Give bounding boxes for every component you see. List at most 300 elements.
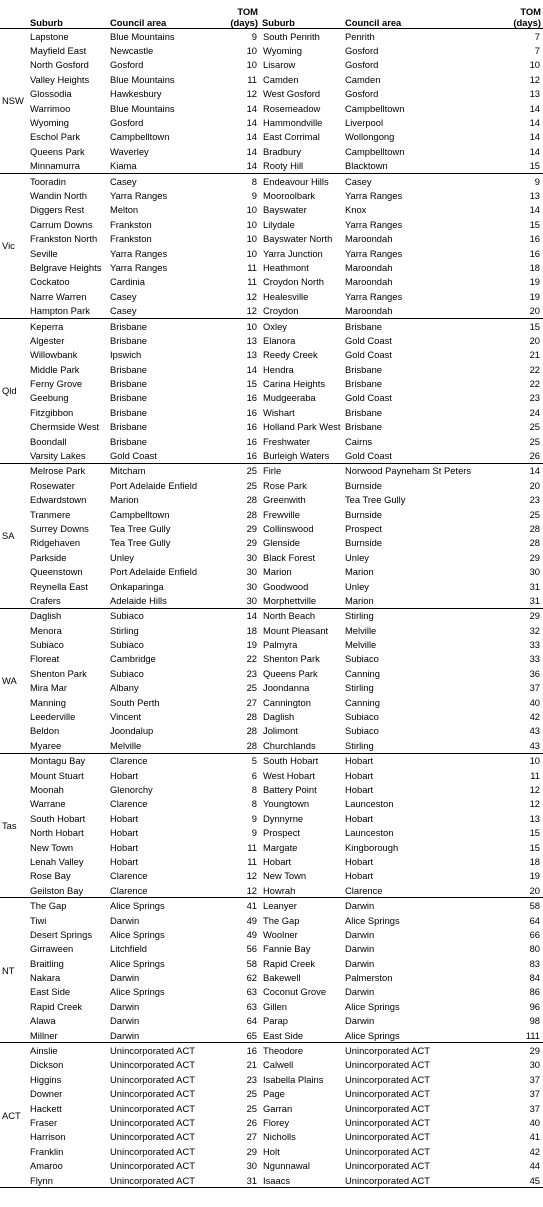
council-cell: Unincorporated ACT — [345, 1145, 430, 1157]
council-cell: Brisbane — [110, 320, 148, 332]
council-cell: Blue Mountains — [110, 102, 175, 114]
council-cell: Unincorporated ACT — [110, 1160, 195, 1172]
council-cell: Darwin — [110, 1000, 140, 1012]
table-row — [0, 1058, 543, 1072]
suburb-cell: Mount Stuart — [30, 769, 84, 781]
council-cell: Maroondah — [345, 261, 393, 273]
table-row — [0, 1043, 543, 1058]
suburb-cell: Myaree — [28, 738, 108, 753]
council-cell: Frankston — [110, 233, 152, 245]
council-cell: Unincorporated ACT — [345, 1131, 430, 1143]
tom-cell: 16 — [529, 233, 540, 245]
table-row — [0, 652, 543, 666]
suburb-cell: Rooty Hill — [260, 159, 343, 174]
tom-cell: 13 — [246, 334, 257, 346]
suburb-cell: Cannington — [263, 696, 311, 708]
table-row — [0, 463, 543, 478]
suburb-cell: Greenwith — [263, 494, 306, 506]
suburb-cell: Mayfield East — [30, 45, 87, 57]
tom-cell: 29 — [246, 1145, 257, 1157]
council-cell: Hobart — [345, 755, 374, 767]
suburb-cell: West Hobart — [263, 769, 315, 781]
table-row — [0, 883, 543, 898]
council-cell: Subiaco — [110, 610, 144, 622]
table-row — [0, 507, 543, 521]
council-cell: Ipswich — [110, 349, 142, 361]
suburb-cell: Marion — [263, 566, 292, 578]
council-cell: Darwin — [345, 986, 375, 998]
table-row — [0, 782, 543, 796]
council-cell: Clarence — [110, 798, 148, 810]
tom-cell: 29 — [246, 537, 257, 549]
suburb-cell: Fannie Bay — [263, 943, 311, 955]
council-header-left: Council area — [108, 0, 226, 29]
table-row — [0, 420, 543, 434]
suburb-cell: Mudgeeraba — [263, 392, 316, 404]
tom-cell: 12 — [529, 784, 540, 795]
council-cell: Alice Springs — [110, 957, 165, 969]
council-cell: Camden — [345, 73, 381, 85]
tom-cell: 30 — [246, 566, 257, 578]
council-cell: Blue Mountains — [110, 30, 175, 42]
tom-cell: 18 — [529, 855, 540, 867]
council-cell: Yarra Ranges — [110, 247, 168, 259]
tom-cell: 42 — [529, 1145, 540, 1157]
council-cell: Hobart — [110, 841, 139, 853]
suburb-cell: New Town — [263, 870, 307, 882]
council-cell: Darwin — [108, 1028, 226, 1043]
table-row — [0, 768, 543, 782]
suburb-cell: Frankston North — [30, 233, 98, 245]
suburb-cell: Black Forest — [263, 551, 316, 563]
council-cell: Palmerston — [345, 972, 393, 984]
tom-cell: 45 — [486, 1173, 543, 1188]
suburb-cell: Seville — [30, 247, 58, 259]
suburb-cell: Ngunnawal — [263, 1160, 310, 1172]
table-row — [0, 58, 543, 72]
council-cell: Burnside — [345, 508, 383, 520]
table-row — [0, 333, 543, 347]
council-cell: Kingborough — [345, 841, 399, 853]
council-cell: Gold Coast — [345, 392, 392, 404]
suburb-cell: Melrose Park — [30, 465, 86, 477]
tom-cell: 58 — [246, 957, 257, 969]
tom-header-left-line2: (days) — [230, 17, 258, 28]
suburb-cell: Frewville — [263, 508, 300, 520]
table-row — [0, 564, 543, 578]
council-cell: Brisbane — [345, 406, 383, 418]
table-row — [0, 1115, 543, 1129]
suburb-cell: Queens Park — [263, 667, 318, 679]
council-cell: Stirling — [110, 624, 139, 636]
council-cell: Unincorporated ACT — [108, 1173, 226, 1188]
tom-cell: 111 — [486, 1028, 543, 1043]
state-label: SA — [0, 463, 28, 608]
council-cell: Hobart — [345, 784, 374, 795]
council-cell: Gosford — [110, 59, 144, 71]
council-cell: Melville — [345, 624, 377, 636]
council-cell: Burnside — [345, 479, 383, 491]
tom-cell: 15 — [529, 320, 540, 332]
tom-cell: 10 — [246, 320, 257, 332]
tom-cell: 65 — [226, 1028, 260, 1043]
tom-cell: 43 — [529, 725, 540, 737]
tom-cell: 23 — [529, 494, 540, 506]
tom-cell: 11 — [247, 841, 257, 853]
council-cell: Darwin — [345, 928, 375, 940]
table-row — [0, 217, 543, 231]
council-cell: Gold Coast — [345, 349, 392, 361]
tom-cell: 10 — [246, 45, 257, 57]
tom-cell: 26 — [486, 448, 543, 463]
table-row — [0, 811, 543, 825]
tom-cell: 43 — [486, 738, 543, 753]
suburb-header-left: Suburb — [28, 0, 108, 29]
tom-cell: 19 — [529, 870, 540, 882]
suburb-cell: Alawa — [30, 1015, 56, 1027]
suburb-cell: Nakara — [30, 972, 61, 984]
table-row — [0, 203, 543, 217]
suburb-cell: Isaacs — [260, 1173, 343, 1188]
tom-cell: 11 — [247, 261, 257, 273]
council-cell: Gold Coast — [108, 448, 226, 463]
tom-cell: 10 — [529, 59, 540, 71]
tom-header-right — [486, 0, 543, 29]
tom-cell: 83 — [529, 957, 540, 969]
suburb-cell: Rosemeadow — [263, 102, 321, 114]
table-row — [0, 405, 543, 419]
tom-cell: 13 — [529, 812, 540, 824]
suburb-cell: Tranmere — [30, 508, 71, 520]
council-cell: Yarra Ranges — [345, 218, 403, 230]
tom-cell: 25 — [246, 479, 257, 491]
council-cell: Clarence — [108, 883, 226, 898]
council-cell: Casey — [110, 290, 137, 302]
suburb-cell: Manning — [30, 696, 66, 708]
suburb-cell: Reynella East — [30, 580, 88, 592]
tom-cell: 49 — [246, 928, 257, 940]
suburb-cell: East Side — [30, 986, 71, 998]
table-row — [0, 970, 543, 984]
suburb-cell: Lapstone — [30, 30, 69, 42]
table-row — [0, 840, 543, 854]
tom-cell: 28 — [246, 508, 257, 520]
council-cell: Cambridge — [110, 653, 156, 665]
council-cell: Hobart — [345, 855, 374, 867]
suburb-cell: Page — [263, 1088, 285, 1100]
council-cell: Unincorporated ACT — [110, 1116, 195, 1128]
council-cell: Maroondah — [345, 276, 393, 288]
suburb-cell: Endeavour Hills — [263, 175, 329, 187]
tom-cell: 19 — [529, 290, 540, 302]
suburb-cell: The Gap — [30, 900, 67, 912]
header-row — [0, 0, 543, 29]
council-cell: Gosford — [110, 117, 144, 129]
suburb-cell: Rose Park — [263, 479, 307, 491]
council-cell: Cardinia — [110, 276, 145, 288]
tom-cell: 41 — [529, 1131, 540, 1143]
council-cell: Unincorporated ACT — [110, 1073, 195, 1085]
tom-cell: 25 — [246, 1102, 257, 1114]
tom-cell: 9 — [534, 175, 540, 187]
tom-cell: 20 — [486, 303, 543, 318]
table-row — [0, 854, 543, 868]
council-cell: Joondalup — [110, 725, 154, 737]
suburb-cell: Dynnyrne — [263, 812, 304, 824]
suburb-cell: Narre Warren — [30, 290, 87, 302]
suburb-cell: Eschol Park — [30, 131, 81, 143]
council-cell: Subiaco — [110, 667, 144, 679]
suburb-cell: Parkside — [30, 551, 67, 563]
tom-cell: 12 — [246, 88, 257, 100]
tom-cell: 29 — [529, 551, 540, 563]
suburb-cell: Croydon — [260, 303, 343, 318]
suburb-cell: Wyoming — [263, 45, 302, 57]
tom-cell: 22 — [246, 653, 257, 665]
council-cell: Alice Springs — [345, 1000, 400, 1012]
council-cell: Yarra Ranges — [345, 189, 403, 201]
tom-cell: 5 — [251, 755, 257, 767]
suburb-cell: Rapid Creek — [263, 957, 316, 969]
council-cell: Unincorporated ACT — [110, 1088, 195, 1100]
table-row — [0, 115, 543, 129]
council-cell: Gold Coast — [345, 334, 392, 346]
council-cell: Clarence — [110, 755, 148, 767]
tom-cell: 28 — [246, 494, 257, 506]
tom-cell: 13 — [246, 349, 257, 361]
council-cell: Darwin — [345, 957, 375, 969]
council-cell: Tea Tree Gully — [110, 537, 171, 549]
suburb-cell: Heathmont — [263, 261, 309, 273]
suburb-cell: Edwardstown — [30, 494, 87, 506]
tom-cell: 16 — [246, 421, 257, 433]
suburb-cell: East Side — [260, 1028, 343, 1043]
suburb-cell: Ainslie — [30, 1045, 58, 1057]
tom-cell: 25 — [246, 1088, 257, 1100]
council-cell: Gosford — [345, 88, 379, 100]
council-cell: Hobart — [345, 769, 374, 781]
table-row — [0, 738, 543, 753]
tom-cell: 15 — [486, 159, 543, 174]
table-row — [0, 695, 543, 709]
suburb-cell: Churchlands — [260, 738, 343, 753]
table-row — [0, 956, 543, 970]
council-cell: Hobart — [345, 812, 374, 824]
suburb-cell: West Gosford — [263, 88, 321, 100]
table-row — [0, 825, 543, 839]
table-row — [0, 536, 543, 550]
tom-cell: 6 — [251, 769, 257, 781]
council-cell: Cairns — [345, 435, 373, 447]
suburb-cell: Parap — [263, 1015, 289, 1027]
council-cell: Yarra Ranges — [110, 261, 168, 273]
table-row — [0, 101, 543, 115]
council-cell: Adelaide Hills — [108, 593, 226, 608]
council-cell: Alice Springs — [110, 986, 165, 998]
tom-cell: 22 — [529, 363, 540, 375]
table-header — [0, 0, 543, 29]
tom-cell: 12 — [226, 883, 260, 898]
tom-cell: 28 — [246, 711, 257, 723]
council-cell: Unincorporated ACT — [345, 1160, 430, 1172]
tom-cell: 30 — [529, 1059, 540, 1071]
council-cell: Gosford — [345, 45, 379, 57]
tom-cell: 23 — [246, 1073, 257, 1085]
state-label: Qld — [0, 318, 28, 463]
suburb-cell: Subiaco — [30, 639, 64, 651]
tom-cell: 31 — [529, 580, 540, 592]
tom-cell: 11 — [247, 73, 257, 85]
council-cell: Yarra Ranges — [345, 290, 403, 302]
tom-cell: 24 — [529, 406, 540, 418]
council-cell: Canning — [345, 667, 380, 679]
council-cell: Onkaparinga — [110, 580, 164, 592]
tom-cell: 29 — [529, 1045, 540, 1057]
council-cell: Unincorporated ACT — [110, 1059, 195, 1071]
suburb-cell: Queenstown — [30, 566, 83, 578]
table-row — [0, 724, 543, 738]
suburb-cell: Bakewell — [263, 972, 301, 984]
suburb-cell: Oxley — [263, 320, 287, 332]
suburb-cell: Isabella Plains — [263, 1073, 324, 1085]
tom-cell: 25 — [246, 682, 257, 694]
tom-cell: 12 — [226, 303, 260, 318]
council-cell: Brisbane — [345, 320, 383, 332]
suburb-cell: East Corrimal — [263, 131, 320, 143]
suburb-cell: Palmyra — [263, 639, 298, 651]
table-row — [0, 1072, 543, 1086]
council-cell: Casey — [108, 303, 226, 318]
table-row — [0, 260, 543, 274]
council-cell: Hobart — [110, 855, 139, 867]
tom-cell: 22 — [529, 378, 540, 390]
table-row — [0, 246, 543, 260]
table-row — [0, 550, 543, 564]
tom-header-left — [226, 0, 260, 29]
tom-cell: 29 — [246, 522, 257, 534]
council-cell: Campbelltown — [110, 131, 170, 143]
tom-cell: 14 — [246, 610, 257, 622]
tom-cell: 20 — [529, 479, 540, 491]
suburb-cell: Hendra — [263, 363, 294, 375]
tom-cell: 15 — [529, 827, 540, 839]
tom-cell: 16 — [246, 406, 257, 418]
suburb-cell: North Hobart — [30, 827, 84, 839]
tom-cell: 27 — [246, 696, 257, 708]
table-row — [0, 753, 543, 768]
tom-header-left-line1: TOM — [237, 6, 258, 17]
council-cell: Vincent — [110, 711, 142, 723]
council-cell: Alice Springs — [110, 900, 165, 912]
tom-cell: 66 — [529, 928, 540, 940]
tom-cell: 31 — [226, 1173, 260, 1188]
council-cell: Brisbane — [345, 421, 383, 433]
tom-cell: 14 — [246, 102, 257, 114]
tom-cell: 25 — [246, 465, 257, 477]
table-row — [0, 681, 543, 695]
council-cell: Darwin — [110, 914, 140, 926]
suburb-cell: Boondall — [30, 435, 67, 447]
council-cell: Unincorporated ACT — [345, 1102, 430, 1114]
table-row — [0, 376, 543, 390]
tom-cell: 9 — [251, 812, 257, 824]
council-cell: Blacktown — [343, 159, 486, 174]
tom-cell: 11 — [530, 769, 540, 781]
tom-cell: 16 — [246, 435, 257, 447]
tom-cell: 8 — [251, 798, 257, 810]
suburb-cell: Algester — [30, 334, 65, 346]
council-cell: Clarence — [110, 870, 148, 882]
tom-cell: 28 — [529, 522, 540, 534]
tom-cell: 12 — [529, 73, 540, 85]
tom-cell: 44 — [529, 1160, 540, 1172]
council-cell: Brisbane — [110, 406, 148, 418]
council-cell: Gosford — [345, 59, 379, 71]
suburb-cell: Shenton Park — [30, 667, 87, 679]
tom-cell: 98 — [529, 1015, 540, 1027]
tom-cell: 14 — [226, 159, 260, 174]
tom-cell: 14 — [529, 465, 540, 477]
table-row — [0, 1144, 543, 1158]
tom-cell: 33 — [529, 653, 540, 665]
suburb-cell: Millner — [28, 1028, 108, 1043]
suburb-cell: Fitzgibbon — [30, 406, 74, 418]
tom-cell: 12 — [529, 798, 540, 810]
council-cell: Prospect — [345, 522, 382, 534]
table-row — [0, 709, 543, 723]
council-cell: Hobart — [110, 812, 139, 824]
table-row — [0, 87, 543, 101]
tom-cell: 84 — [529, 972, 540, 984]
tom-cell: 41 — [246, 900, 257, 912]
tom-cell: 15 — [246, 378, 257, 390]
suburb-cell: Shenton Park — [263, 653, 320, 665]
council-cell: Brisbane — [110, 378, 148, 390]
suburb-cell: Calwell — [263, 1059, 294, 1071]
council-cell: Stirling — [343, 738, 486, 753]
council-cell: Knox — [345, 204, 367, 216]
suburb-cell: Burleigh Waters — [260, 448, 343, 463]
suburb-cell: Youngtown — [263, 798, 310, 810]
council-cell: Unincorporated ACT — [110, 1045, 195, 1057]
tom-cell: 86 — [529, 986, 540, 998]
tom-cell: 28 — [226, 738, 260, 753]
tom-cell: 14 — [246, 117, 257, 129]
tom-cell: 64 — [529, 914, 540, 926]
table-row — [0, 130, 543, 144]
tom-cell: 40 — [529, 1116, 540, 1128]
table-row — [0, 521, 543, 535]
tom-cell: 31 — [486, 593, 543, 608]
council-cell: Darwin — [110, 1015, 140, 1027]
table-row — [0, 1014, 543, 1028]
suburb-cell: Hackett — [30, 1102, 62, 1114]
council-cell: Unley — [110, 551, 134, 563]
council-cell: Litchfield — [110, 943, 148, 955]
council-cell: Alice Springs — [110, 928, 165, 940]
council-cell: Alice Springs — [343, 1028, 486, 1043]
tom-cell: 9 — [251, 827, 257, 839]
council-cell: Gold Coast — [343, 448, 486, 463]
suburb-cell: South Hobart — [263, 755, 319, 767]
suburb-cell: Holt — [263, 1145, 280, 1157]
suburb-cell: Harrison — [30, 1131, 66, 1143]
suburb-cell: Howrah — [260, 883, 343, 898]
tom-cell: 37 — [529, 682, 540, 694]
suburb-cell: South Hobart — [30, 812, 86, 824]
tom-cell: 16 — [246, 1045, 257, 1057]
council-cell: Brisbane — [345, 363, 383, 375]
